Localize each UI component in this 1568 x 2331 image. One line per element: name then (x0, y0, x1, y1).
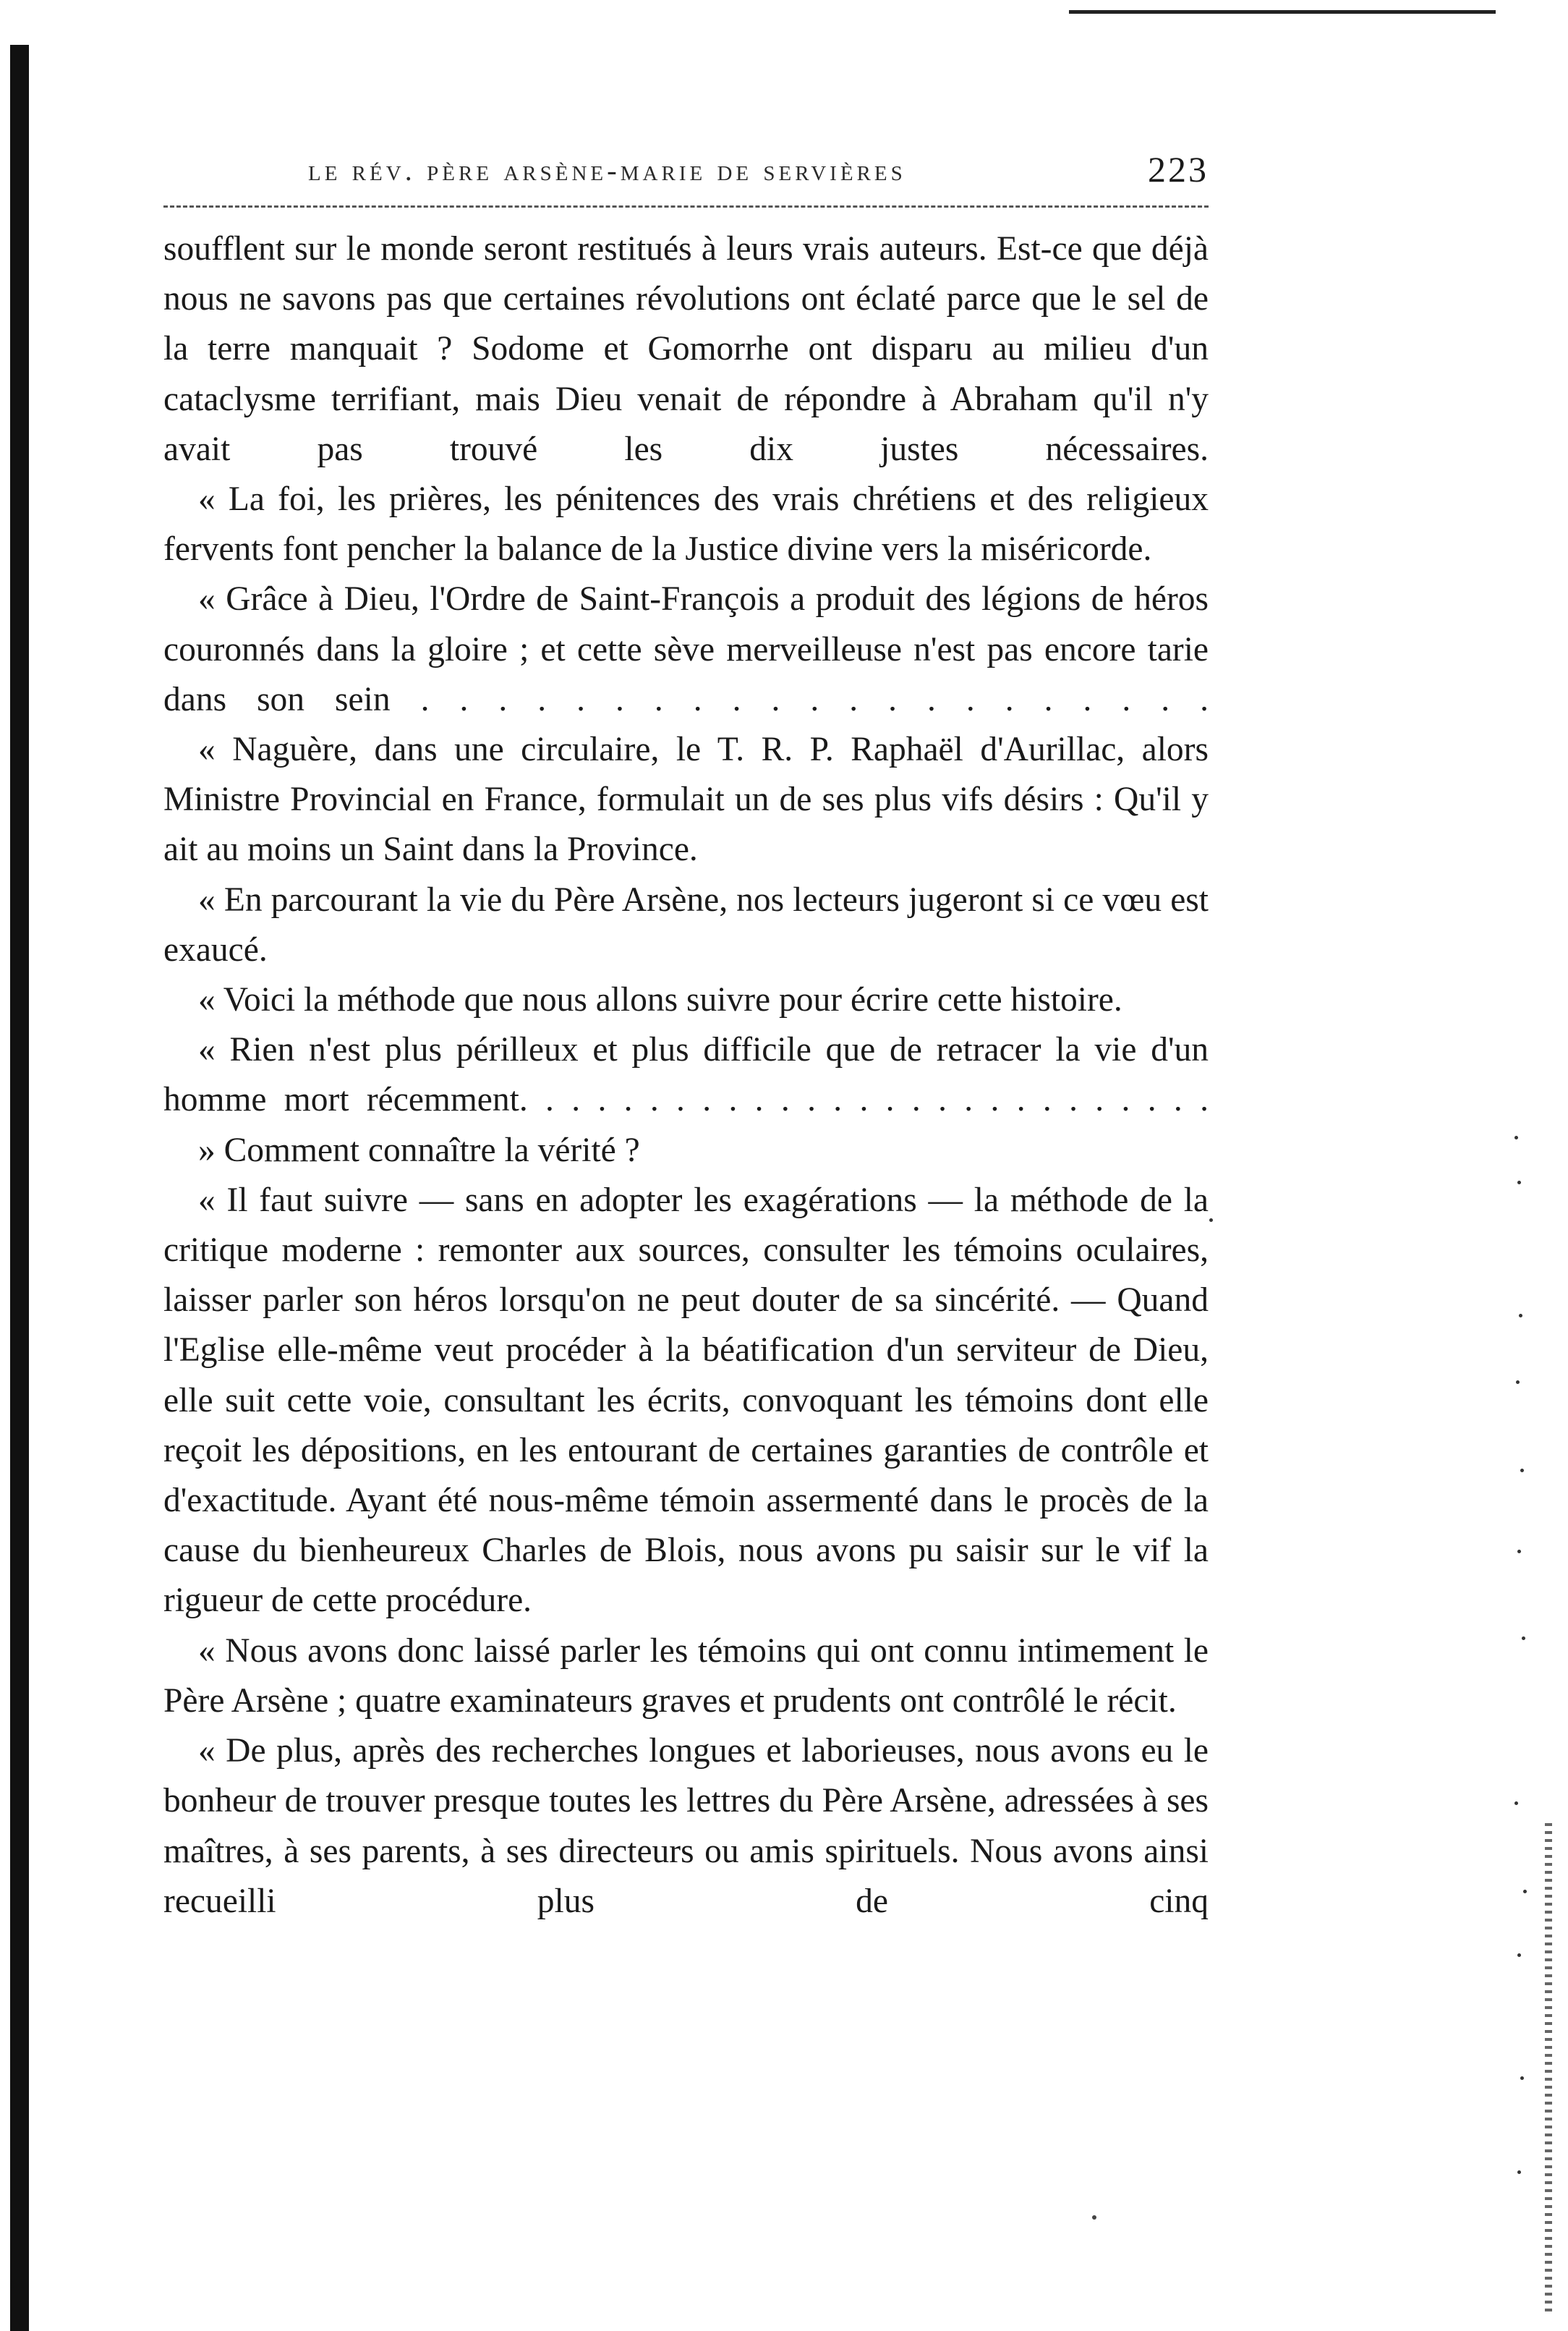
scan-top-rule (1069, 10, 1496, 14)
paragraph: « De plus, après des recherches longues et laborieuses, nous avons eu le bonheur de trouver presque toutes les lettres du Père Arsène, adressées à ses maîtres, à ses parents, à ses directeurs ou amis spirituels. Nous avons ainsi recueilli plus de cinq (163, 1732, 1209, 1920)
page-binding-shadow (10, 45, 29, 2331)
page-number: 223 (1148, 149, 1209, 190)
paragraph: « Rien n'est plus périlleux et plus difficile que de retracer la vie d'un homme mort récemment. . . . . . . . . . . . . . . . . . . . . . . . . . . (163, 1031, 1209, 1119)
running-header (163, 148, 1209, 199)
paragraph: « Naguère, dans une circulaire, le T. R. P. Raphaël d'Aurillac, alors Ministre Provincial en France, formulait un de ses plus vifs désirs : Qu'il y ait au moins un Saint dans la Province. (163, 731, 1209, 869)
paragraph: « Nous avons donc laissé parler les témoins qui ont connu intimement le Père Arsène ; quatre examinateurs graves et prudents ont contrôlé le récit. (163, 1631, 1209, 1720)
body-text (163, 224, 1209, 1927)
paragraph-continuation: soufflent sur le monde seront restitués à leurs vrais auteurs. Est-ce que déjà nous ne savons pas que certaines révolutions ont éclaté parce que le sel de la terre manquait ? Sodome et Gomorrhe ont disparu au milieu d'un cataclysme terrifiant, mais Dieu venait de répondre à Abraham qu'il n'y avait pas trouvé les dix justes nécessaires. (163, 230, 1209, 468)
paragraph: « Il faut suivre — sans en adopter les exagérations — la méthode de la critique moderne : remonter aux sources, consulter les témoins oculaires, laisser parler son héros lorsqu'on ne peut douter de sa sincérité. — Quand l'Eglise elle-même veut procéder à la béatification d'un serviteur de Dieu, elle suit cette voie, consultant les écrits, convoquant les témoins dont elle reçoit les dépositions, en les entourant de certaines garanties de contrôle et d'exactitude. Ayant été nous-même témoin assermenté dans le procès de la cause du bienheureux Charles de Blois, nous avons pu saisir sur le vif la rigueur de cette procédure. (163, 1181, 1209, 1620)
scan-speck (1092, 2215, 1096, 2220)
running-title: le rév. père arsène-marie de servières (308, 153, 906, 187)
paragraph: » Comment connaître la vérité ? (198, 1131, 640, 1169)
paragraph: « La foi, les prières, les pénitences des vrais chrétiens et des religieux fervents font pencher la balance de la Justice divine vers la miséricorde. (163, 480, 1209, 569)
paragraph: « Voici la méthode que nous allons suivre pour écrire cette histoire. (198, 981, 1122, 1019)
header-rule (163, 205, 1209, 208)
paragraph: « Grâce à Dieu, l'Ordre de Saint-François a produit des légions de héros couronnés dans la gloire ; et cette sève merveilleuse n'est pas encore tarie dans son sein . . . . . . . . . . . . . . . . . . . . . (163, 580, 1209, 718)
paragraph: « En parcourant la vie du Père Arsène, nos lecteurs jugeront si ce vœu est exaucé. (163, 880, 1209, 969)
page-edge-speckle (1545, 1823, 1552, 2315)
